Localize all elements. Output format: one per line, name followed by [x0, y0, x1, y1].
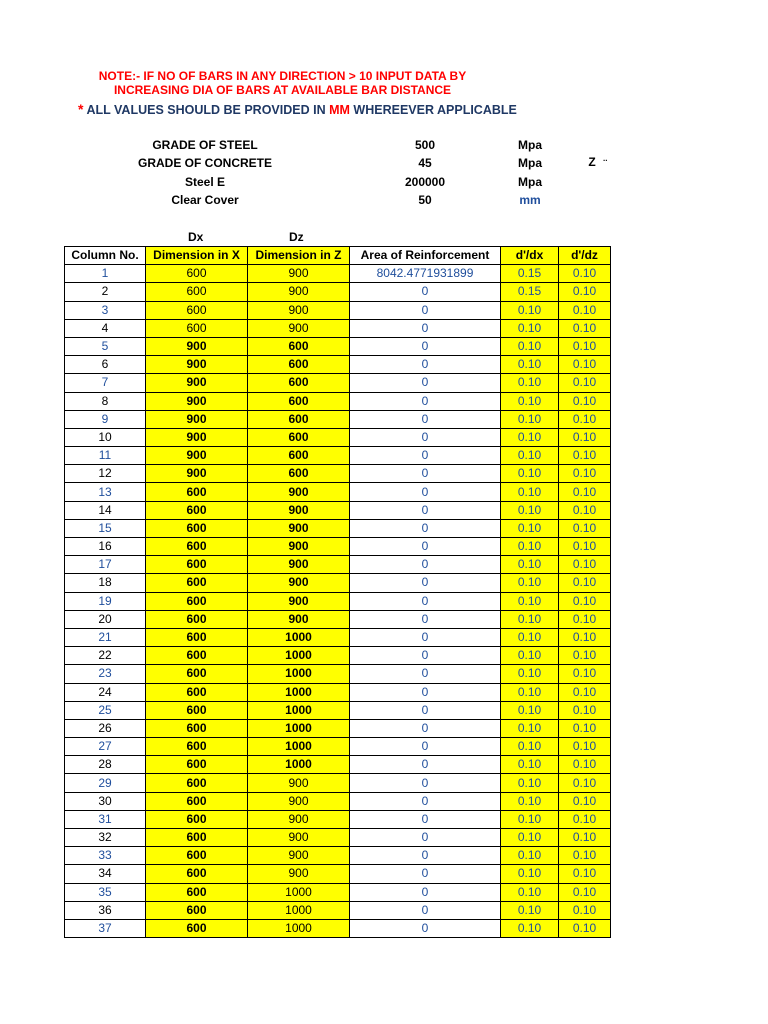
cell-d-dz[interactable]: 0.10: [559, 410, 611, 428]
cell-area-reinforcement: 0: [350, 374, 501, 392]
cell-d-dz[interactable]: 0.10: [559, 465, 611, 483]
cell-dimension-z[interactable]: 900: [248, 519, 350, 537]
table-row: [65, 374, 611, 392]
cell-d-dx[interactable]: 0.10: [501, 901, 559, 919]
cell-dimension-x[interactable]: 600: [146, 665, 248, 683]
header-column-no: Column No.: [65, 247, 146, 265]
cell-dimension-x[interactable]: 600: [146, 919, 248, 937]
header-d-dz: d'/dz: [559, 247, 611, 265]
cell-d-dz[interactable]: 0.10: [559, 701, 611, 719]
cell-area-reinforcement: 0: [350, 610, 501, 628]
cell-area-reinforcement: 0: [350, 337, 501, 355]
table-row: [65, 319, 611, 337]
cell-column-no: 36: [65, 901, 146, 919]
cell-column-no: 24: [65, 683, 146, 701]
cell-d-dz[interactable]: 0.10: [559, 538, 611, 556]
cell-dimension-z[interactable]: 900: [248, 774, 350, 792]
property-unit-concrete-grade: Mpa: [518, 156, 542, 170]
cell-d-dx[interactable]: 0.10: [501, 665, 559, 683]
cell-dimension-z[interactable]: 600: [248, 447, 350, 465]
cell-d-dz[interactable]: 0.10: [559, 447, 611, 465]
cell-area-reinforcement: 0: [350, 301, 501, 319]
property-value-concrete-grade[interactable]: 45: [418, 156, 432, 170]
cell-d-dx[interactable]: 0.10: [501, 374, 559, 392]
cell-area-reinforcement: 0: [350, 919, 501, 937]
table-row: [65, 447, 611, 465]
cell-column-no: 16: [65, 538, 146, 556]
property-unit-clear-cover: mm: [519, 193, 541, 207]
property-label-clear-cover: Clear Cover: [171, 193, 239, 207]
cell-d-dx[interactable]: 0.10: [501, 519, 559, 537]
cell-dimension-z[interactable]: 900: [248, 847, 350, 865]
cell-dimension-z[interactable]: 1000: [248, 919, 350, 937]
cell-dimension-x[interactable]: 600: [146, 592, 248, 610]
cell-dimension-z[interactable]: 900: [248, 592, 350, 610]
property-unit-steel-grade: Mpa: [518, 138, 542, 152]
units-note-mm: MM: [329, 103, 350, 117]
table-row: [65, 810, 611, 828]
cell-d-dz[interactable]: 0.10: [559, 883, 611, 901]
cell-dimension-x[interactable]: 600: [146, 719, 248, 737]
cell-dimension-z[interactable]: 600: [248, 465, 350, 483]
table-row: [65, 756, 611, 774]
cell-area-reinforcement: 0: [350, 483, 501, 501]
dz-label: Dz: [289, 230, 304, 244]
table-row: [65, 392, 611, 410]
table-row: [65, 410, 611, 428]
cell-d-dz[interactable]: 0.10: [559, 919, 611, 937]
table-row: [65, 865, 611, 883]
table-header-row: [65, 247, 611, 265]
cell-d-dx[interactable]: 0.10: [501, 447, 559, 465]
table-row: [65, 574, 611, 592]
cell-dimension-z[interactable]: 900: [248, 538, 350, 556]
cell-d-dx[interactable]: 0.10: [501, 756, 559, 774]
header-d-dx: d'/dx: [501, 247, 559, 265]
cell-dimension-x[interactable]: 900: [146, 374, 248, 392]
cell-d-dx[interactable]: 0.10: [501, 356, 559, 374]
cell-dimension-z[interactable]: 900: [248, 610, 350, 628]
cell-column-no: 28: [65, 756, 146, 774]
cell-dimension-z[interactable]: 900: [248, 483, 350, 501]
cell-dimension-z[interactable]: 600: [248, 428, 350, 446]
cell-d-dx[interactable]: 0.10: [501, 810, 559, 828]
cell-d-dx[interactable]: 0.10: [501, 483, 559, 501]
table-row: [65, 719, 611, 737]
cell-d-dx[interactable]: 0.10: [501, 319, 559, 337]
cell-area-reinforcement: 0: [350, 465, 501, 483]
cell-dimension-z[interactable]: 900: [248, 865, 350, 883]
note-line-1: NOTE:- IF NO OF BARS IN ANY DIRECTION > 10 INPUT DATA BY: [98, 69, 467, 83]
cell-d-dx[interactable]: 0.10: [501, 647, 559, 665]
cell-d-dz[interactable]: 0.10: [559, 374, 611, 392]
cell-dimension-x[interactable]: 900: [146, 410, 248, 428]
cell-d-dx[interactable]: 0.10: [501, 847, 559, 865]
cell-d-dx[interactable]: 0.10: [501, 883, 559, 901]
cell-dimension-z[interactable]: 1000: [248, 628, 350, 646]
property-value-steel-e[interactable]: 200000: [404, 175, 446, 189]
cell-dimension-x[interactable]: 600: [146, 283, 248, 301]
cell-column-no: 13: [65, 483, 146, 501]
cell-column-no: 34: [65, 865, 146, 883]
cell-d-dz[interactable]: 0.10: [559, 483, 611, 501]
table-row: [65, 337, 611, 355]
cell-column-no: 30: [65, 792, 146, 810]
table-row: [65, 738, 611, 756]
property-label-steel-grade: GRADE OF STEEL: [152, 138, 258, 152]
cell-d-dx[interactable]: 0.10: [501, 574, 559, 592]
cell-d-dx[interactable]: 0.10: [501, 792, 559, 810]
cell-area-reinforcement: 0: [350, 501, 501, 519]
cell-d-dz[interactable]: 0.10: [559, 683, 611, 701]
cell-area-reinforcement: 0: [350, 410, 501, 428]
cell-column-no: 35: [65, 883, 146, 901]
cell-d-dz[interactable]: 0.10: [559, 719, 611, 737]
cell-d-dz[interactable]: 0.10: [559, 756, 611, 774]
cell-d-dz[interactable]: 0.10: [559, 810, 611, 828]
cell-d-dz[interactable]: 0.10: [559, 829, 611, 847]
cell-d-dz[interactable]: 0.10: [559, 792, 611, 810]
cell-column-no: 10: [65, 428, 146, 446]
cell-column-no: 9: [65, 410, 146, 428]
units-note-part-a: ALL VALUES SHOULD BE PROVIDED IN: [86, 103, 326, 117]
cell-dimension-x[interactable]: 600: [146, 556, 248, 574]
cell-column-no: 15: [65, 519, 146, 537]
cell-dimension-z[interactable]: 900: [248, 574, 350, 592]
cell-dimension-z[interactable]: 600: [248, 356, 350, 374]
cell-dimension-x[interactable]: 900: [146, 428, 248, 446]
cell-d-dx[interactable]: 0.10: [501, 774, 559, 792]
cell-dimension-x[interactable]: 600: [146, 847, 248, 865]
cell-dimension-x[interactable]: 600: [146, 647, 248, 665]
cell-dimension-x[interactable]: 600: [146, 519, 248, 537]
units-note: [78, 101, 517, 117]
cell-column-no: 17: [65, 556, 146, 574]
table-row: [65, 883, 611, 901]
cell-column-no: 6: [65, 356, 146, 374]
cell-dimension-x[interactable]: 600: [146, 610, 248, 628]
cell-dimension-x[interactable]: 900: [146, 447, 248, 465]
table-row: [65, 792, 611, 810]
cell-dimension-z[interactable]: 900: [248, 501, 350, 519]
cell-area-reinforcement: 0: [350, 647, 501, 665]
cell-dimension-z[interactable]: 900: [248, 301, 350, 319]
cell-d-dz[interactable]: 0.10: [559, 610, 611, 628]
cell-d-dz[interactable]: 0.10: [559, 556, 611, 574]
cell-area-reinforcement: 8042.4771931899: [350, 265, 501, 283]
cell-d-dz[interactable]: 0.10: [559, 647, 611, 665]
cell-d-dx[interactable]: 0.10: [501, 538, 559, 556]
table-row: [65, 356, 611, 374]
table-row: [65, 519, 611, 537]
cell-area-reinforcement: 0: [350, 519, 501, 537]
cell-d-dx[interactable]: 0.15: [501, 283, 559, 301]
cell-dimension-z[interactable]: 900: [248, 829, 350, 847]
cell-dimension-x[interactable]: 900: [146, 392, 248, 410]
cell-dimension-z[interactable]: 1000: [248, 901, 350, 919]
cell-dimension-z[interactable]: 1000: [248, 883, 350, 901]
cell-d-dx[interactable]: 0.10: [501, 919, 559, 937]
cell-d-dx[interactable]: 0.10: [501, 410, 559, 428]
cell-area-reinforcement: 0: [350, 283, 501, 301]
cell-d-dz[interactable]: 0.10: [559, 774, 611, 792]
cell-dimension-z[interactable]: 900: [248, 283, 350, 301]
cell-dimension-z[interactable]: 1000: [248, 738, 350, 756]
cell-d-dz[interactable]: 0.10: [559, 665, 611, 683]
table-row: [65, 592, 611, 610]
cell-dimension-z[interactable]: 1000: [248, 756, 350, 774]
cell-column-no: 23: [65, 665, 146, 683]
cell-column-no: 4: [65, 319, 146, 337]
table-row: [65, 701, 611, 719]
cell-dimension-x[interactable]: 600: [146, 738, 248, 756]
cell-d-dz[interactable]: 0.10: [559, 283, 611, 301]
cell-dimension-z[interactable]: 900: [248, 792, 350, 810]
cell-dimension-z[interactable]: 900: [248, 319, 350, 337]
cell-area-reinforcement: 0: [350, 883, 501, 901]
table-row: [65, 829, 611, 847]
table-row: [65, 610, 611, 628]
cell-area-reinforcement: 0: [350, 792, 501, 810]
cell-d-dx[interactable]: 0.10: [501, 337, 559, 355]
cell-column-no: 25: [65, 701, 146, 719]
dx-label: Dx: [188, 230, 204, 244]
cell-column-no: 11: [65, 447, 146, 465]
cell-d-dz[interactable]: 0.10: [559, 501, 611, 519]
cell-d-dz[interactable]: 0.10: [559, 574, 611, 592]
table-row: [65, 483, 611, 501]
cell-column-no: 1: [65, 265, 146, 283]
header-area-reinforcement: Area of Reinforcement: [350, 247, 501, 265]
cell-area-reinforcement: 0: [350, 810, 501, 828]
cell-dimension-x[interactable]: 600: [146, 701, 248, 719]
cell-d-dx[interactable]: 0.10: [501, 628, 559, 646]
cell-d-dz[interactable]: 0.10: [559, 865, 611, 883]
cell-area-reinforcement: 0: [350, 774, 501, 792]
cell-column-no: 21: [65, 628, 146, 646]
cell-d-dz[interactable]: 0.10: [559, 628, 611, 646]
cell-dimension-z[interactable]: 1000: [248, 647, 350, 665]
cell-dimension-z[interactable]: 1000: [248, 719, 350, 737]
cell-dimension-x[interactable]: 600: [146, 901, 248, 919]
cell-d-dz[interactable]: 0.10: [559, 847, 611, 865]
cell-area-reinforcement: 0: [350, 756, 501, 774]
cell-dimension-x[interactable]: 600: [146, 319, 248, 337]
property-unit-steel-e: Mpa: [518, 175, 542, 189]
cell-d-dx[interactable]: 0.10: [501, 829, 559, 847]
property-label-steel-e: Steel E: [184, 175, 226, 189]
property-value-clear-cover[interactable]: 50: [418, 193, 432, 207]
cell-area-reinforcement: 0: [350, 665, 501, 683]
cell-dimension-x[interactable]: 600: [146, 865, 248, 883]
units-note-part-b: WHEREEVER APPLICABLE: [353, 103, 517, 117]
table-row: [65, 847, 611, 865]
cell-d-dz[interactable]: 0.10: [559, 265, 611, 283]
cell-dimension-x[interactable]: 600: [146, 501, 248, 519]
cell-column-no: 18: [65, 574, 146, 592]
cell-d-dx[interactable]: 0.10: [501, 738, 559, 756]
cell-area-reinforcement: 0: [350, 628, 501, 646]
cell-dimension-x[interactable]: 900: [146, 337, 248, 355]
cell-dimension-x[interactable]: 900: [146, 356, 248, 374]
cell-dimension-z[interactable]: 900: [248, 265, 350, 283]
cell-area-reinforcement: 0: [350, 556, 501, 574]
cell-dimension-x[interactable]: 600: [146, 483, 248, 501]
cell-area-reinforcement: 0: [350, 701, 501, 719]
table-row: [65, 501, 611, 519]
property-label-concrete-grade: GRADE OF CONCRETE: [137, 156, 272, 170]
cell-d-dz[interactable]: 0.10: [559, 392, 611, 410]
table-row: [65, 683, 611, 701]
cell-d-dx[interactable]: 0.10: [501, 610, 559, 628]
cell-area-reinforcement: 0: [350, 865, 501, 883]
cell-column-no: 7: [65, 374, 146, 392]
cell-dimension-z[interactable]: 1000: [248, 665, 350, 683]
table-row: [65, 465, 611, 483]
cell-d-dx[interactable]: 0.10: [501, 501, 559, 519]
cell-area-reinforcement: 0: [350, 392, 501, 410]
cell-dimension-x[interactable]: 600: [146, 265, 248, 283]
cell-column-no: 3: [65, 301, 146, 319]
cell-column-no: 27: [65, 738, 146, 756]
table-row: [65, 301, 611, 319]
property-value-steel-grade[interactable]: 500: [414, 138, 436, 152]
cell-column-no: 32: [65, 829, 146, 847]
cell-d-dx[interactable]: 0.10: [501, 865, 559, 883]
note-line-2: INCREASING DIA OF BARS AT AVAILABLE BAR DISTANCE: [113, 83, 452, 97]
cell-d-dx[interactable]: 0.10: [501, 701, 559, 719]
cell-area-reinforcement: 0: [350, 356, 501, 374]
cell-area-reinforcement: 0: [350, 738, 501, 756]
cell-d-dx[interactable]: 0.15: [501, 265, 559, 283]
cell-d-dz[interactable]: 0.10: [559, 901, 611, 919]
cell-column-no: 22: [65, 647, 146, 665]
header-dimension-x: Dimension in X: [146, 247, 248, 265]
cell-d-dz[interactable]: 0.10: [559, 428, 611, 446]
cell-dimension-z[interactable]: 1000: [248, 683, 350, 701]
cell-d-dx[interactable]: 0.10: [501, 301, 559, 319]
columns-table: [64, 246, 611, 938]
cell-dimension-x[interactable]: 600: [146, 810, 248, 828]
cell-dimension-x[interactable]: 600: [146, 829, 248, 847]
cell-area-reinforcement: 0: [350, 683, 501, 701]
table-row: [65, 265, 611, 283]
cell-dimension-z[interactable]: 600: [248, 392, 350, 410]
cell-area-reinforcement: 0: [350, 428, 501, 446]
cell-column-no: 5: [65, 337, 146, 355]
cell-column-no: 26: [65, 719, 146, 737]
cell-d-dz[interactable]: 0.10: [559, 592, 611, 610]
cell-d-dx[interactable]: 0.10: [501, 683, 559, 701]
cell-d-dz[interactable]: 0.10: [559, 337, 611, 355]
table-row: [65, 774, 611, 792]
cell-dimension-z[interactable]: 600: [248, 337, 350, 355]
table-row: [65, 665, 611, 683]
cell-column-no: 12: [65, 465, 146, 483]
cell-area-reinforcement: 0: [350, 574, 501, 592]
cell-column-no: 33: [65, 847, 146, 865]
cell-d-dx[interactable]: 0.10: [501, 392, 559, 410]
cell-d-dz[interactable]: 0.10: [559, 519, 611, 537]
cell-column-no: 8: [65, 392, 146, 410]
cell-dimension-x[interactable]: 600: [146, 301, 248, 319]
cell-dimension-x[interactable]: 600: [146, 574, 248, 592]
table-row: [65, 556, 611, 574]
cell-column-no: 29: [65, 774, 146, 792]
table-row: [65, 901, 611, 919]
table-row: [65, 538, 611, 556]
cell-dimension-z[interactable]: 600: [248, 410, 350, 428]
cell-area-reinforcement: 0: [350, 829, 501, 847]
cell-d-dx[interactable]: 0.10: [501, 719, 559, 737]
cell-dimension-x[interactable]: 600: [146, 774, 248, 792]
cell-d-dz[interactable]: 0.10: [559, 319, 611, 337]
cell-d-dx[interactable]: 0.10: [501, 592, 559, 610]
header-dimension-z: Dimension in Z: [248, 247, 350, 265]
cell-dimension-x[interactable]: 600: [146, 756, 248, 774]
cell-column-no: 20: [65, 610, 146, 628]
z-marker-dots: ..: [603, 154, 608, 163]
cell-column-no: 37: [65, 919, 146, 937]
cell-dimension-z[interactable]: 600: [248, 374, 350, 392]
cell-area-reinforcement: 0: [350, 719, 501, 737]
table-row: [65, 283, 611, 301]
table-row: [65, 919, 611, 937]
cell-column-no: 31: [65, 810, 146, 828]
cell-d-dz[interactable]: 0.10: [559, 356, 611, 374]
cell-dimension-z[interactable]: 900: [248, 810, 350, 828]
table-row: [65, 628, 611, 646]
cell-dimension-x[interactable]: 600: [146, 628, 248, 646]
table-row: [65, 428, 611, 446]
cell-area-reinforcement: 0: [350, 847, 501, 865]
cell-dimension-x[interactable]: 600: [146, 683, 248, 701]
cell-dimension-x[interactable]: 600: [146, 883, 248, 901]
cell-d-dz[interactable]: 0.10: [559, 301, 611, 319]
z-marker: Z: [588, 155, 596, 169]
cell-area-reinforcement: 0: [350, 901, 501, 919]
table-row: [65, 647, 611, 665]
cell-d-dx[interactable]: 0.10: [501, 465, 559, 483]
cell-dimension-z[interactable]: 900: [248, 556, 350, 574]
cell-dimension-x[interactable]: 900: [146, 465, 248, 483]
cell-dimension-x[interactable]: 600: [146, 792, 248, 810]
cell-area-reinforcement: 0: [350, 447, 501, 465]
cell-dimension-x[interactable]: 600: [146, 538, 248, 556]
cell-area-reinforcement: 0: [350, 538, 501, 556]
cell-column-no: 14: [65, 501, 146, 519]
cell-column-no: 2: [65, 283, 146, 301]
cell-area-reinforcement: 0: [350, 319, 501, 337]
cell-dimension-z[interactable]: 1000: [248, 701, 350, 719]
cell-d-dx[interactable]: 0.10: [501, 428, 559, 446]
cell-d-dz[interactable]: 0.10: [559, 738, 611, 756]
cell-area-reinforcement: 0: [350, 592, 501, 610]
cell-d-dx[interactable]: 0.10: [501, 556, 559, 574]
asterisk: *: [78, 101, 84, 117]
cell-column-no: 19: [65, 592, 146, 610]
